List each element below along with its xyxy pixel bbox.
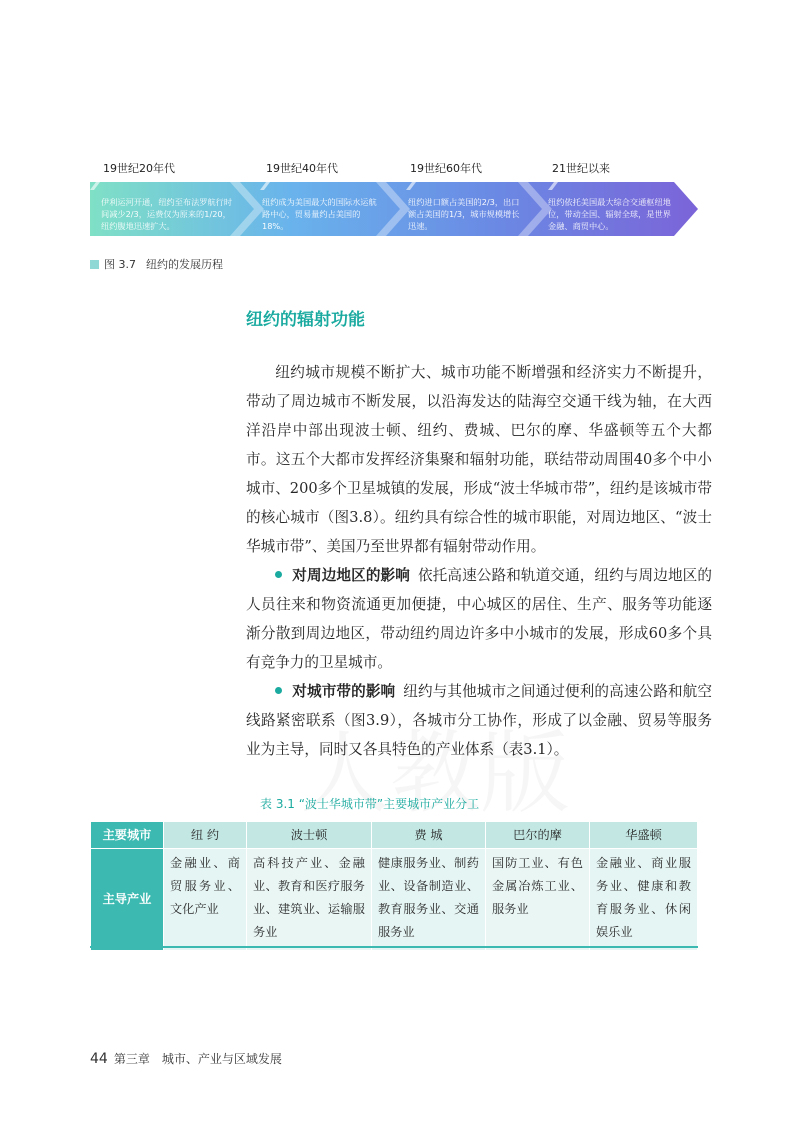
chapter-title: 第三章 城市、产业与区域发展 <box>113 1052 282 1066</box>
table-header-city: 纽 约 <box>164 822 247 849</box>
section-title: 纽约的辐射功能 <box>246 310 365 330</box>
paragraph-3-lead: 对城市带的影响 <box>292 683 396 700</box>
table-cell: 国防工业、有色金属冶炼工业、服务业 <box>486 849 590 951</box>
table-cell: 金融业、商业服务业、健康和教育服务业、休闲娱乐业 <box>590 849 698 951</box>
table-cell: 高科技产业、金融业、教育和医疗服务业、建筑业、运输服务业 <box>247 849 372 951</box>
figure-caption-text: 纽约的发展历程 <box>146 258 223 271</box>
paragraph-3-text: 纽约与其他城市之间通过便利的高速公路和航空线路紧密联系（图3.9），各城市分工协作，形成了以金融、贸易等服务业为主导，同时又各具特色的产业体系（表3.1）。 <box>246 683 712 758</box>
figure-caption <box>90 256 223 272</box>
bullet-icon <box>275 571 282 578</box>
body-text <box>246 358 712 764</box>
table-bottom-rule <box>90 946 698 948</box>
page-number: 44 <box>90 1051 108 1067</box>
bullet-icon <box>275 687 282 694</box>
paragraph-2-lead: 对周边地区的影响 <box>292 567 410 584</box>
table-cell: 金融业、商贸服务业、文化产业 <box>164 849 247 951</box>
table-cell: 健康服务业、制药业、设备制造业、教育服务业、交通服务业 <box>372 849 486 951</box>
timeline-era-4: 21世纪以来 <box>552 162 610 175</box>
table-header-row <box>91 822 698 849</box>
table-header-city: 巴尔的摩 <box>486 822 590 849</box>
timeline-era-3: 19世纪60年代 <box>410 162 482 175</box>
caption-square-icon <box>90 260 99 269</box>
paragraph-2-text: 依托高速公路和轨道交通，纽约与周边地区的人员往来和物资流通更加便捷，中心城区的居住、生产、服务等功能逐渐分散到周边地区，带动纽约周边许多中小城市的发展，形成60多个具有竞争力的卫星城市。 <box>246 567 712 671</box>
table-row <box>91 849 698 951</box>
table-header-city: 波士顿 <box>247 822 372 849</box>
timeline-text-4: 纽约依托美国最大综合交通枢纽地位，带动全国、辐射全球，是世界金融、商贸中心。 <box>548 197 671 231</box>
paragraph-2 <box>246 561 712 677</box>
timeline-text-2: 纽约成为美国最大的国际水运航路中心，贸易量约占美国的18%。 <box>262 197 377 231</box>
table-row-label: 主导产业 <box>91 849 164 951</box>
page-footer <box>90 1050 282 1067</box>
table-header-city: 华盛顿 <box>590 822 698 849</box>
timeline-text-3: 纽约进口额占美国的2/3，出口额占美国的1/3，城市规模增长迅速。 <box>408 197 520 231</box>
table-header-label: 主要城市 <box>91 822 164 849</box>
figure-number: 图 3.7 <box>104 258 136 271</box>
timeline-era-1: 19世纪20年代 <box>103 162 175 175</box>
paragraph-1: 纽约城市规模不断扩大、城市功能不断增强和经济实力不断提升，带动了周边城市不断发展，以沿海发达的陆海空交通干线为轴，在大西洋沿岸中部出现波士顿、纽约、费城、巴尔的摩、华盛顿等五个大都市。这五个大都市发挥经济集聚和辐射功能，联结带动周围40多个中小城市、200多个卫星城镇的发展，形成“波士华城市带”，纽约是该城市带的核心城市（图3.8）。纽约具有综合性的城市职能，对周边地区、“波士华城市带”、美国乃至世界都有辐射带动作用。 <box>246 364 712 555</box>
timeline-era-2: 19世纪40年代 <box>266 162 338 175</box>
industry-table <box>90 821 698 951</box>
timeline-text-1: 伊利运河开通，纽约至布法罗航行时间减少2/3，运费仅为原来的1/20，纽约腹地迅速扩大。 <box>101 197 233 231</box>
table-title: 表 3.1 “波士华城市带”主要城市产业分工 <box>260 797 480 811</box>
table-header-city: 费 城 <box>372 822 486 849</box>
paragraph-3 <box>246 677 712 764</box>
